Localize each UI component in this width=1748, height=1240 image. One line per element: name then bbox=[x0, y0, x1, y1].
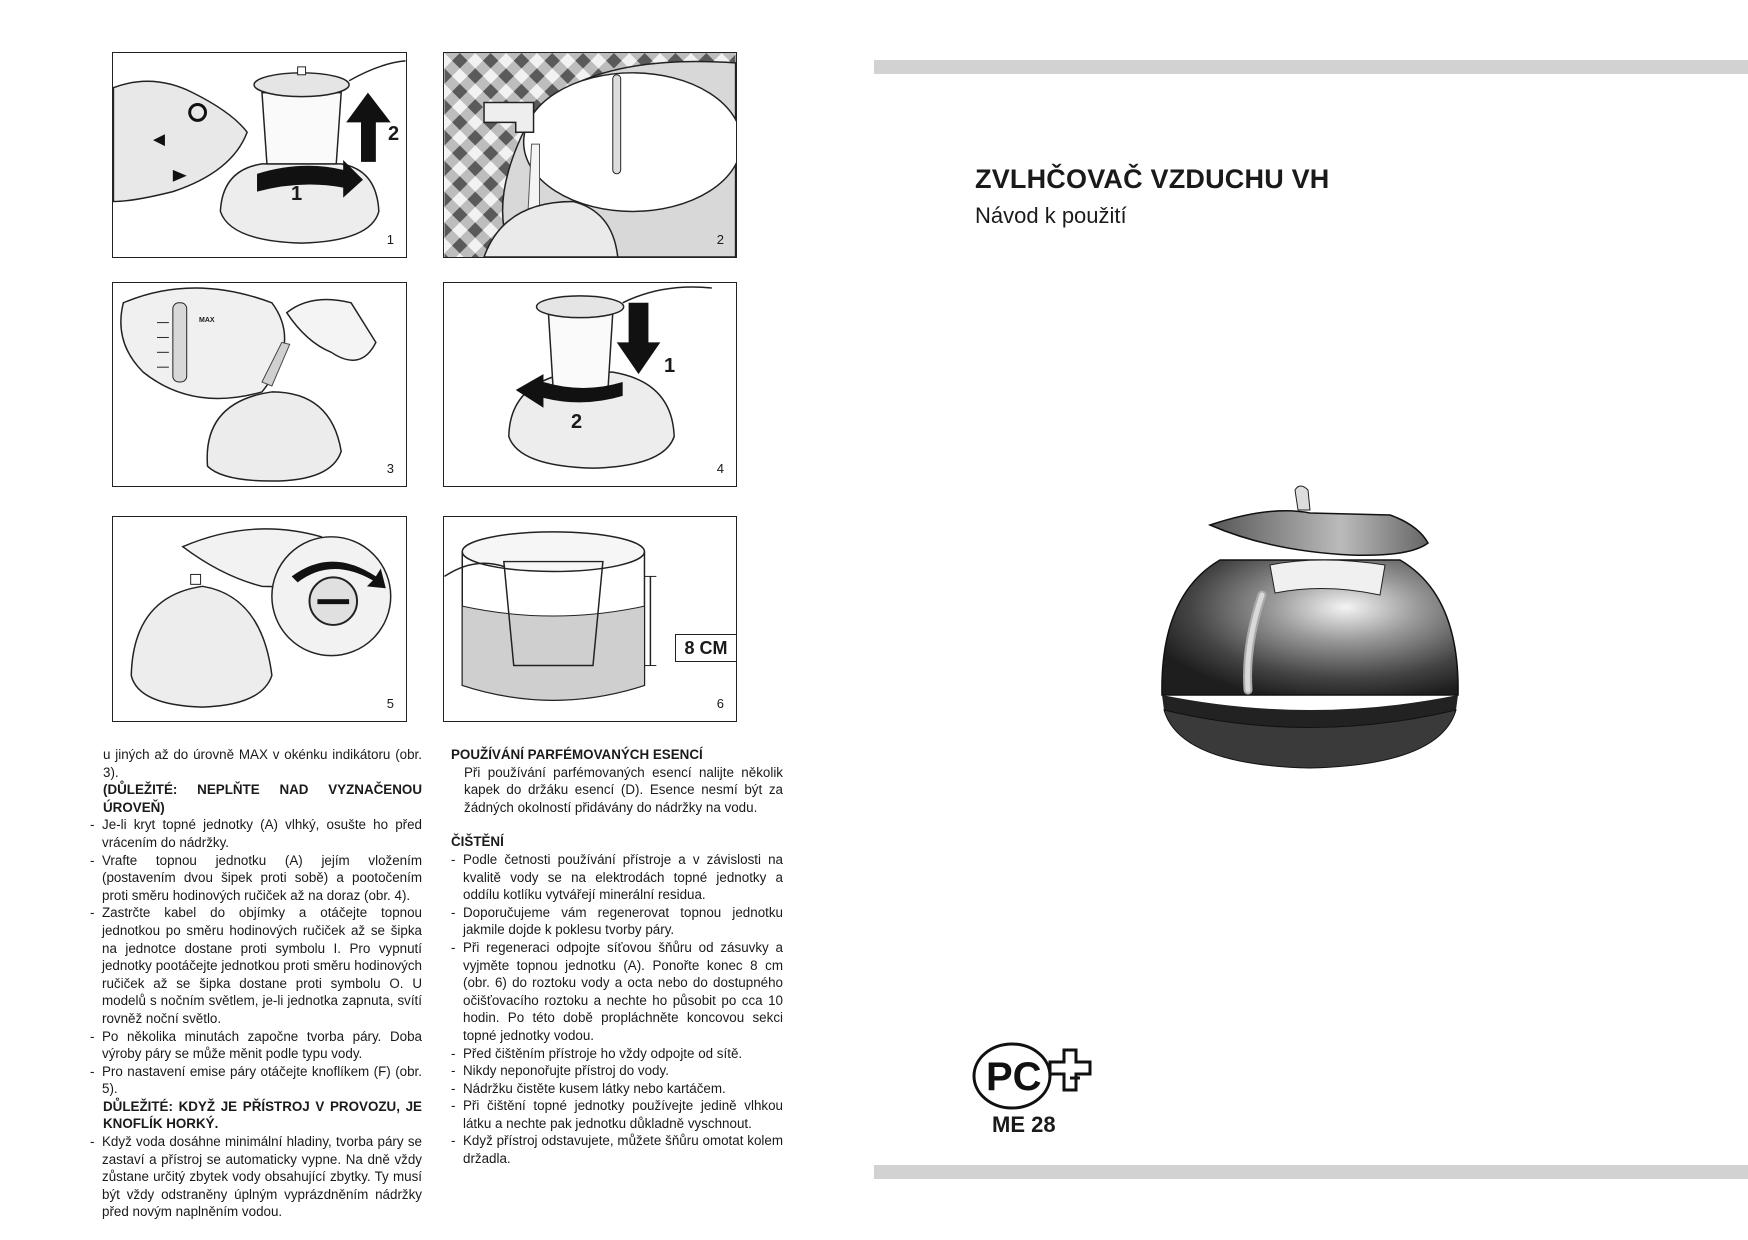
list-item: - Je-li kryt topné jednotky (A) vlhký, osušte ho před vrácením do nádržky. bbox=[90, 816, 422, 851]
cover-title: ZVLHČOVAČ VZDUCHU VH bbox=[975, 164, 1330, 194]
figure-1-arrow-2-label: 2 bbox=[388, 123, 400, 145]
figure-4-arrow-2-label: 2 bbox=[571, 411, 583, 433]
bottom-rule-bar bbox=[874, 1165, 1748, 1179]
figure-1 bbox=[112, 52, 407, 258]
figure-3-number: 3 bbox=[386, 461, 394, 476]
figure-6-illustration bbox=[444, 517, 736, 721]
instructions-column-left bbox=[90, 746, 422, 1221]
perfume-heading: POUŽÍVÁNÍ PARFÉMOVANÝCH ESENCÍ bbox=[451, 747, 703, 762]
figure-5-illustration bbox=[113, 517, 406, 721]
figure-4-illustration bbox=[444, 283, 736, 486]
figure-5-number: 5 bbox=[386, 696, 394, 711]
figure-4-number: 4 bbox=[716, 461, 724, 476]
top-rule-bar bbox=[874, 60, 1748, 74]
list-item: - Před čištěním přístroje ho vždy odpojte od sítě. bbox=[451, 1045, 783, 1063]
figure-6-depth-label: 8 CM bbox=[675, 634, 737, 662]
figure-4 bbox=[443, 282, 737, 487]
list-item: - Zastrčte kabel do objímky a otáčejte topnou jednotkou po směru hodinových ručiček až se šipka na jednotce dostane proti symbolu I. Pro vypnutí jednotky pootáčejte jednotkou proti směru hodinových ručiček až se šipka dostane proti symbolu O. U modelů s nočním světlem, je-li jednotka zapnuta, svítí rovněž noční světlo. bbox=[90, 904, 422, 1027]
figure-2 bbox=[443, 52, 737, 258]
list-item: - Nikdy neponořujte přístroj do vody. bbox=[451, 1062, 783, 1080]
fill-warning: (DŮLEŽITÉ: NEPLŇTE NAD VYZNAČENOU ÚROVEŇ) bbox=[103, 782, 422, 815]
list-item: - Pro nastavení emise páry otáčejte knoflíkem (F) (obr. 5). bbox=[90, 1063, 422, 1098]
cover-subtitle: Návod k použití bbox=[975, 203, 1127, 228]
figure-6-number: 6 bbox=[716, 696, 724, 711]
list-item: - Vrafte topnou jednotku (A) jejím vložením (postavením dvou šipek proti sobě) a pootočením proti směru hodinových ručiček až na doraz (obr. 4). bbox=[90, 852, 422, 905]
intro-text: u jiných až do úrovně MAX v okénku indikátoru (obr. 3). bbox=[103, 747, 422, 780]
list-item: - Když přístroj odstavujete, můžete šňůru omotat kolem držadla. bbox=[451, 1132, 783, 1167]
list-item: - Nádržku čistěte kusem látky nebo kartáčem. bbox=[451, 1080, 783, 1098]
figure-6 bbox=[443, 516, 737, 722]
figure-3 bbox=[112, 282, 407, 487]
certification-logo bbox=[972, 1040, 1096, 1112]
figure-3-max-label: MAX bbox=[199, 317, 215, 324]
figure-1-arrow-1-label: 1 bbox=[291, 183, 303, 205]
figure-3-illustration bbox=[113, 283, 406, 486]
figure-2-illustration bbox=[444, 53, 736, 257]
list-item: - Po několika minutách započne tvorba páry. Doba výroby páry se může měnit podle typu vody. bbox=[90, 1028, 422, 1063]
list-item: - Podle četnosti používání přístroje a v závislosti na kvalitě vody se na elektrodách topné jednotky a oddílu kotlíku vytvářejí minerální residua. bbox=[451, 851, 783, 904]
list-item: - Když voda dosáhne minimální hladiny, tvorba páry se zastaví a přístroj se automaticky vypne. Na dně vždy zůstane určitý zbytek vody obsahující zbytky. Ty musí být vždy odstraněny úplným vyprázdněním nádržky před novým naplněním vodou. bbox=[90, 1133, 422, 1221]
certification-code: ME 28 bbox=[992, 1112, 1056, 1137]
perfume-text: Při používání parfémovaných esencí nalijte několik kapek do držáku esencí (D). Esence nesmí být za žádných okolností přidávány do nádržky na vodu. bbox=[464, 764, 783, 815]
figure-1-illustration bbox=[113, 53, 406, 257]
cleaning-heading: ČIŠTĚNÍ bbox=[451, 834, 504, 850]
hot-knob-warning: DŮLEŽITÉ: KDYŽ JE PŘÍSTROJ V PROVOZU, JE KNOFLÍK HORKÝ. bbox=[103, 1098, 422, 1132]
certification-logo-text: PC bbox=[986, 1055, 1042, 1099]
list-item: - Při regeneraci odpojte síťovou šňůru od zásuvky a vyjměte topnou jednotku (A). Ponořte konec 8 cm (obr. 6) do roztoku vody a octa nebo do dostupného očišťovacího roztoku a nechte ho působit po cca 10 hodin. Po této době propláchněte koncovou sekci topné jednotky vodou. bbox=[451, 939, 783, 1045]
humidifier-product-image bbox=[1150, 485, 1470, 780]
figure-1-number: 1 bbox=[386, 232, 394, 247]
figure-5 bbox=[112, 516, 407, 722]
figure-2-number: 2 bbox=[716, 232, 724, 247]
list-item: - Doporučujeme vám regenerovat topnou jednotku jakmile dojde k poklesu tvorby páry. bbox=[451, 904, 783, 939]
list-item: - Při čištění topné jednotky používejte jedině vlhkou látku a nechte pak jednotku důkladně vyschnout. bbox=[451, 1097, 783, 1132]
instructions-column-right bbox=[451, 746, 783, 1168]
figure-4-arrow-1-label: 1 bbox=[664, 355, 676, 377]
